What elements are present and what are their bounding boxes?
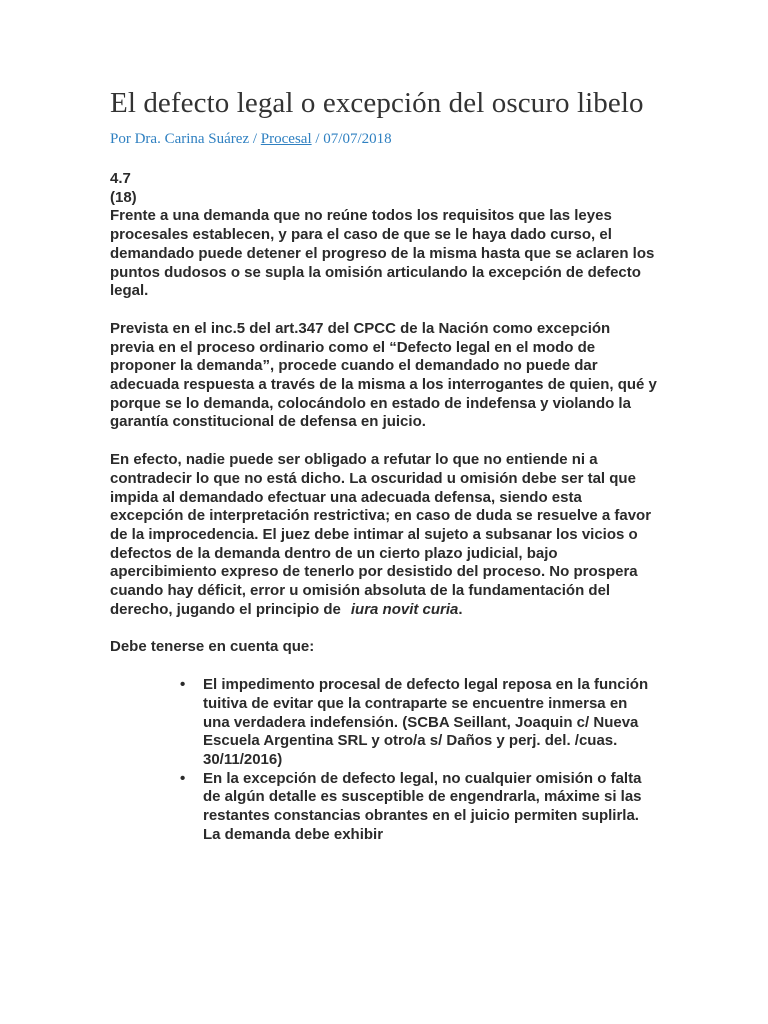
latin-phrase: iura novit curia [350,600,459,618]
list-item-text: El impedimento procesal de defecto legal reposa en la función tuitiva de evitar que la contraparte se encuentre inmersa en una verdadera indefensión. (SCBA Seillant, Joaquin c/ Nueva Escuela Argentina SRL y otro/a s/ Daños y perj. del. /cuas. 30/11/2016) [203,676,649,768]
rating-score: 4.7 [110,170,131,187]
rating-block [110,170,658,207]
rating-count: (18) [110,188,137,206]
byline-author: Por Dra. Carina Suárez / [110,131,261,147]
list-item [180,676,658,770]
paragraph-1: Frente a una demanda que no reúne todos los requisitos que las leyes procesales establecen, y para el caso de que se le haya dado curso, el demandado puede detener el progreso de la misma hasta que se aclaren los puntos dudosos o se supla la omisión articulando la excepción de defecto legal. [110,207,655,300]
byline-date: / 07/07/2018 [311,131,392,147]
paragraph-4: Debe tenerse en cuenta que: [110,638,315,656]
list-item [180,770,658,845]
paragraph-3 [110,451,658,619]
bullet-icon: • [180,769,186,787]
article [110,86,658,845]
bullet-list [180,676,658,844]
article-body [110,170,658,845]
list-item-text: En la excepción de defecto legal, no cualquier omisión o falta de algún detalle es susceptible de engendrarla, máxime si las restantes constancias obrantes en el juicio permiten suplirla. La demanda debe exhibir [203,769,642,843]
article-title: El defecto legal o excepción del oscuro libelo [110,87,644,119]
paragraph-2: Prevista en el inc.5 del art.347 del CPCC de la Nación como excepción previa en el proceso ordinario como el “Defecto legal en el modo de proponer la demanda”, procede cuando el demandado no puede dar adecuada respuesta a través de la misma a los interrogantes de quien, qué y porque se lo demanda, colocándolo en estado de indefensa y violando la garantía constitucional de defensa en juicio. [110,319,657,431]
category-link[interactable]: Procesal [260,131,312,147]
bullet-icon: • [180,676,186,694]
paragraph-3-end: . [458,600,463,618]
article-byline [110,130,658,148]
paragraph-3-text: En efecto, nadie puede ser obligado a refutar lo que no entiende ni a contradecir lo que no está dicho. La oscuridad u omisión debe ser tal que impida al demandado efectuar una adecuada defensa, siendo esta excepción de interpretación restrictiva; en caso de duda se resuelve a favor de la improcedencia. El juez debe intimar al sujeto a subsanar los vicios o defectos de la demanda dentro de un cierto plazo judicial, bajo apercibimiento expreso de tenerlo por desistido del proceso. No prospera cuando hay déficit, error u omisión absoluta de la fundamentación del derecho, jugando el principio de [110,451,652,618]
